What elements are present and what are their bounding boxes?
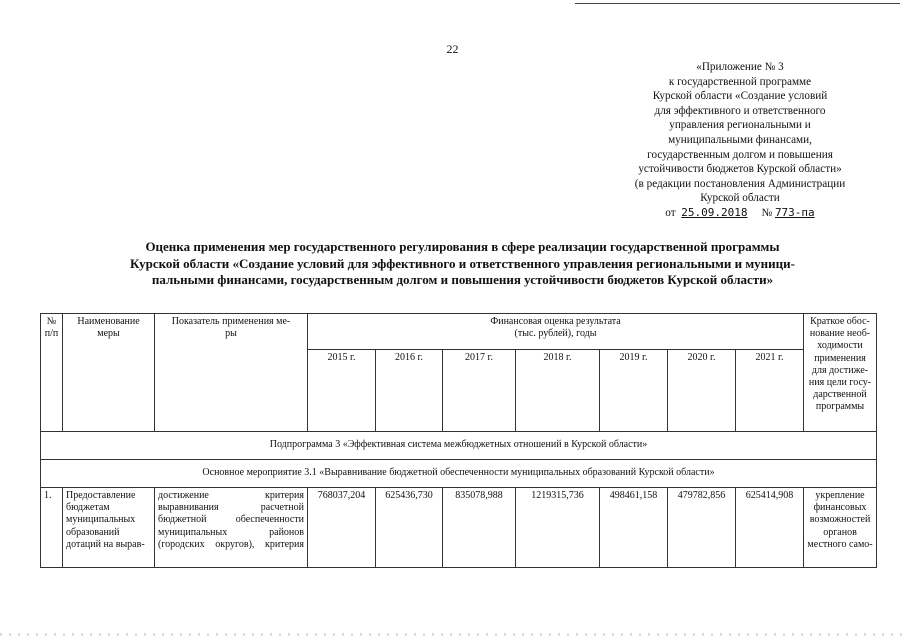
- appendix-line: «Приложение № 3: [696, 61, 784, 73]
- header-num: № п/п: [41, 314, 63, 432]
- appendix-line: к государственной программе: [668, 75, 812, 88]
- row-value: 625436,730: [376, 488, 443, 568]
- year-header: 2018 г.: [516, 350, 600, 432]
- header-financial: Финансовая оценка результата (тыс. рублей), годы: [308, 314, 804, 350]
- row-value: 835078,988: [443, 488, 516, 568]
- appendix-line: управления региональными и: [669, 119, 811, 132]
- appendix-line: Курской области «Создание условий: [652, 90, 828, 103]
- year-header: 2016 г.: [376, 350, 443, 432]
- header-measure: Наименование меры: [63, 314, 155, 432]
- year-header: 2015 г.: [308, 350, 376, 432]
- year-header: 2021 г.: [736, 350, 804, 432]
- appendix-line: устойчивости бюджетов Курской области»: [638, 163, 842, 176]
- page-number: 22: [446, 42, 459, 56]
- row-value: 479782,856: [668, 488, 736, 568]
- year-header: 2017 г.: [443, 350, 516, 432]
- appendix-line: государственным долгом и повышения: [647, 148, 833, 161]
- title-line: Оценка применения мер государственного регулирования в сфере реализации государственной программы: [145, 239, 780, 254]
- subprogram-row: Подпрограмма 3 «Эффективная система межбюджетных отношений в Курской области»: [41, 432, 877, 460]
- top-rule: [575, 3, 900, 4]
- approval-number: 773-па: [774, 205, 815, 219]
- approval-line: [580, 206, 900, 221]
- row-value: 498461,158: [600, 488, 668, 568]
- year-header: 2019 г.: [600, 350, 668, 432]
- scan-artifact: [0, 633, 905, 636]
- approval-from-label: от: [665, 206, 676, 219]
- title-line: Курской области «Создание условий для эффективного и ответственного управления региональными и муници-: [130, 255, 795, 271]
- row-value: 625414,908: [736, 488, 804, 568]
- document-title: [40, 239, 885, 289]
- approval-number-label: №: [761, 206, 773, 219]
- appendix-line: муниципальными финансами,: [668, 133, 812, 146]
- year-header: 2020 г.: [668, 350, 736, 432]
- header-justification: Краткое обос- нование необ- ходимости применения для достиже- ния цели госу- дарственной программы: [804, 314, 877, 432]
- title-line: пальными финансами, государственным долгом и повышения устойчивости бюджетов Курской области»: [151, 272, 774, 287]
- measures-table: [40, 313, 877, 568]
- table-row: [41, 488, 877, 568]
- appendix-line: Курской области: [700, 192, 780, 205]
- appendix-block: [580, 60, 900, 221]
- approval-date: 25.09.2018: [681, 205, 748, 219]
- appendix-line: (в редакции постановления Администрации: [634, 177, 846, 190]
- row-justification: укрепление финансовых возможностей органов местного само-: [804, 488, 877, 568]
- main-event-row: Основное мероприятие 3.1 «Выравнивание бюджетной обеспеченности муниципальных образований Курской области»: [41, 460, 877, 488]
- row-value: 768037,204: [308, 488, 376, 568]
- appendix-line: для эффективного и ответственного: [654, 104, 826, 117]
- header-indicator: Показатель применения ме- ры: [155, 314, 308, 432]
- row-indicator: достижение критерия выравнивания расчетной бюджетной обеспеченности муниципальных районов (городских округов), критерия: [155, 488, 308, 568]
- row-measure: Предоставление бюджетам муниципальных образований дотаций на вырав-: [63, 488, 155, 568]
- row-num: 1.: [41, 488, 63, 568]
- row-value: 1219315,736: [516, 488, 600, 568]
